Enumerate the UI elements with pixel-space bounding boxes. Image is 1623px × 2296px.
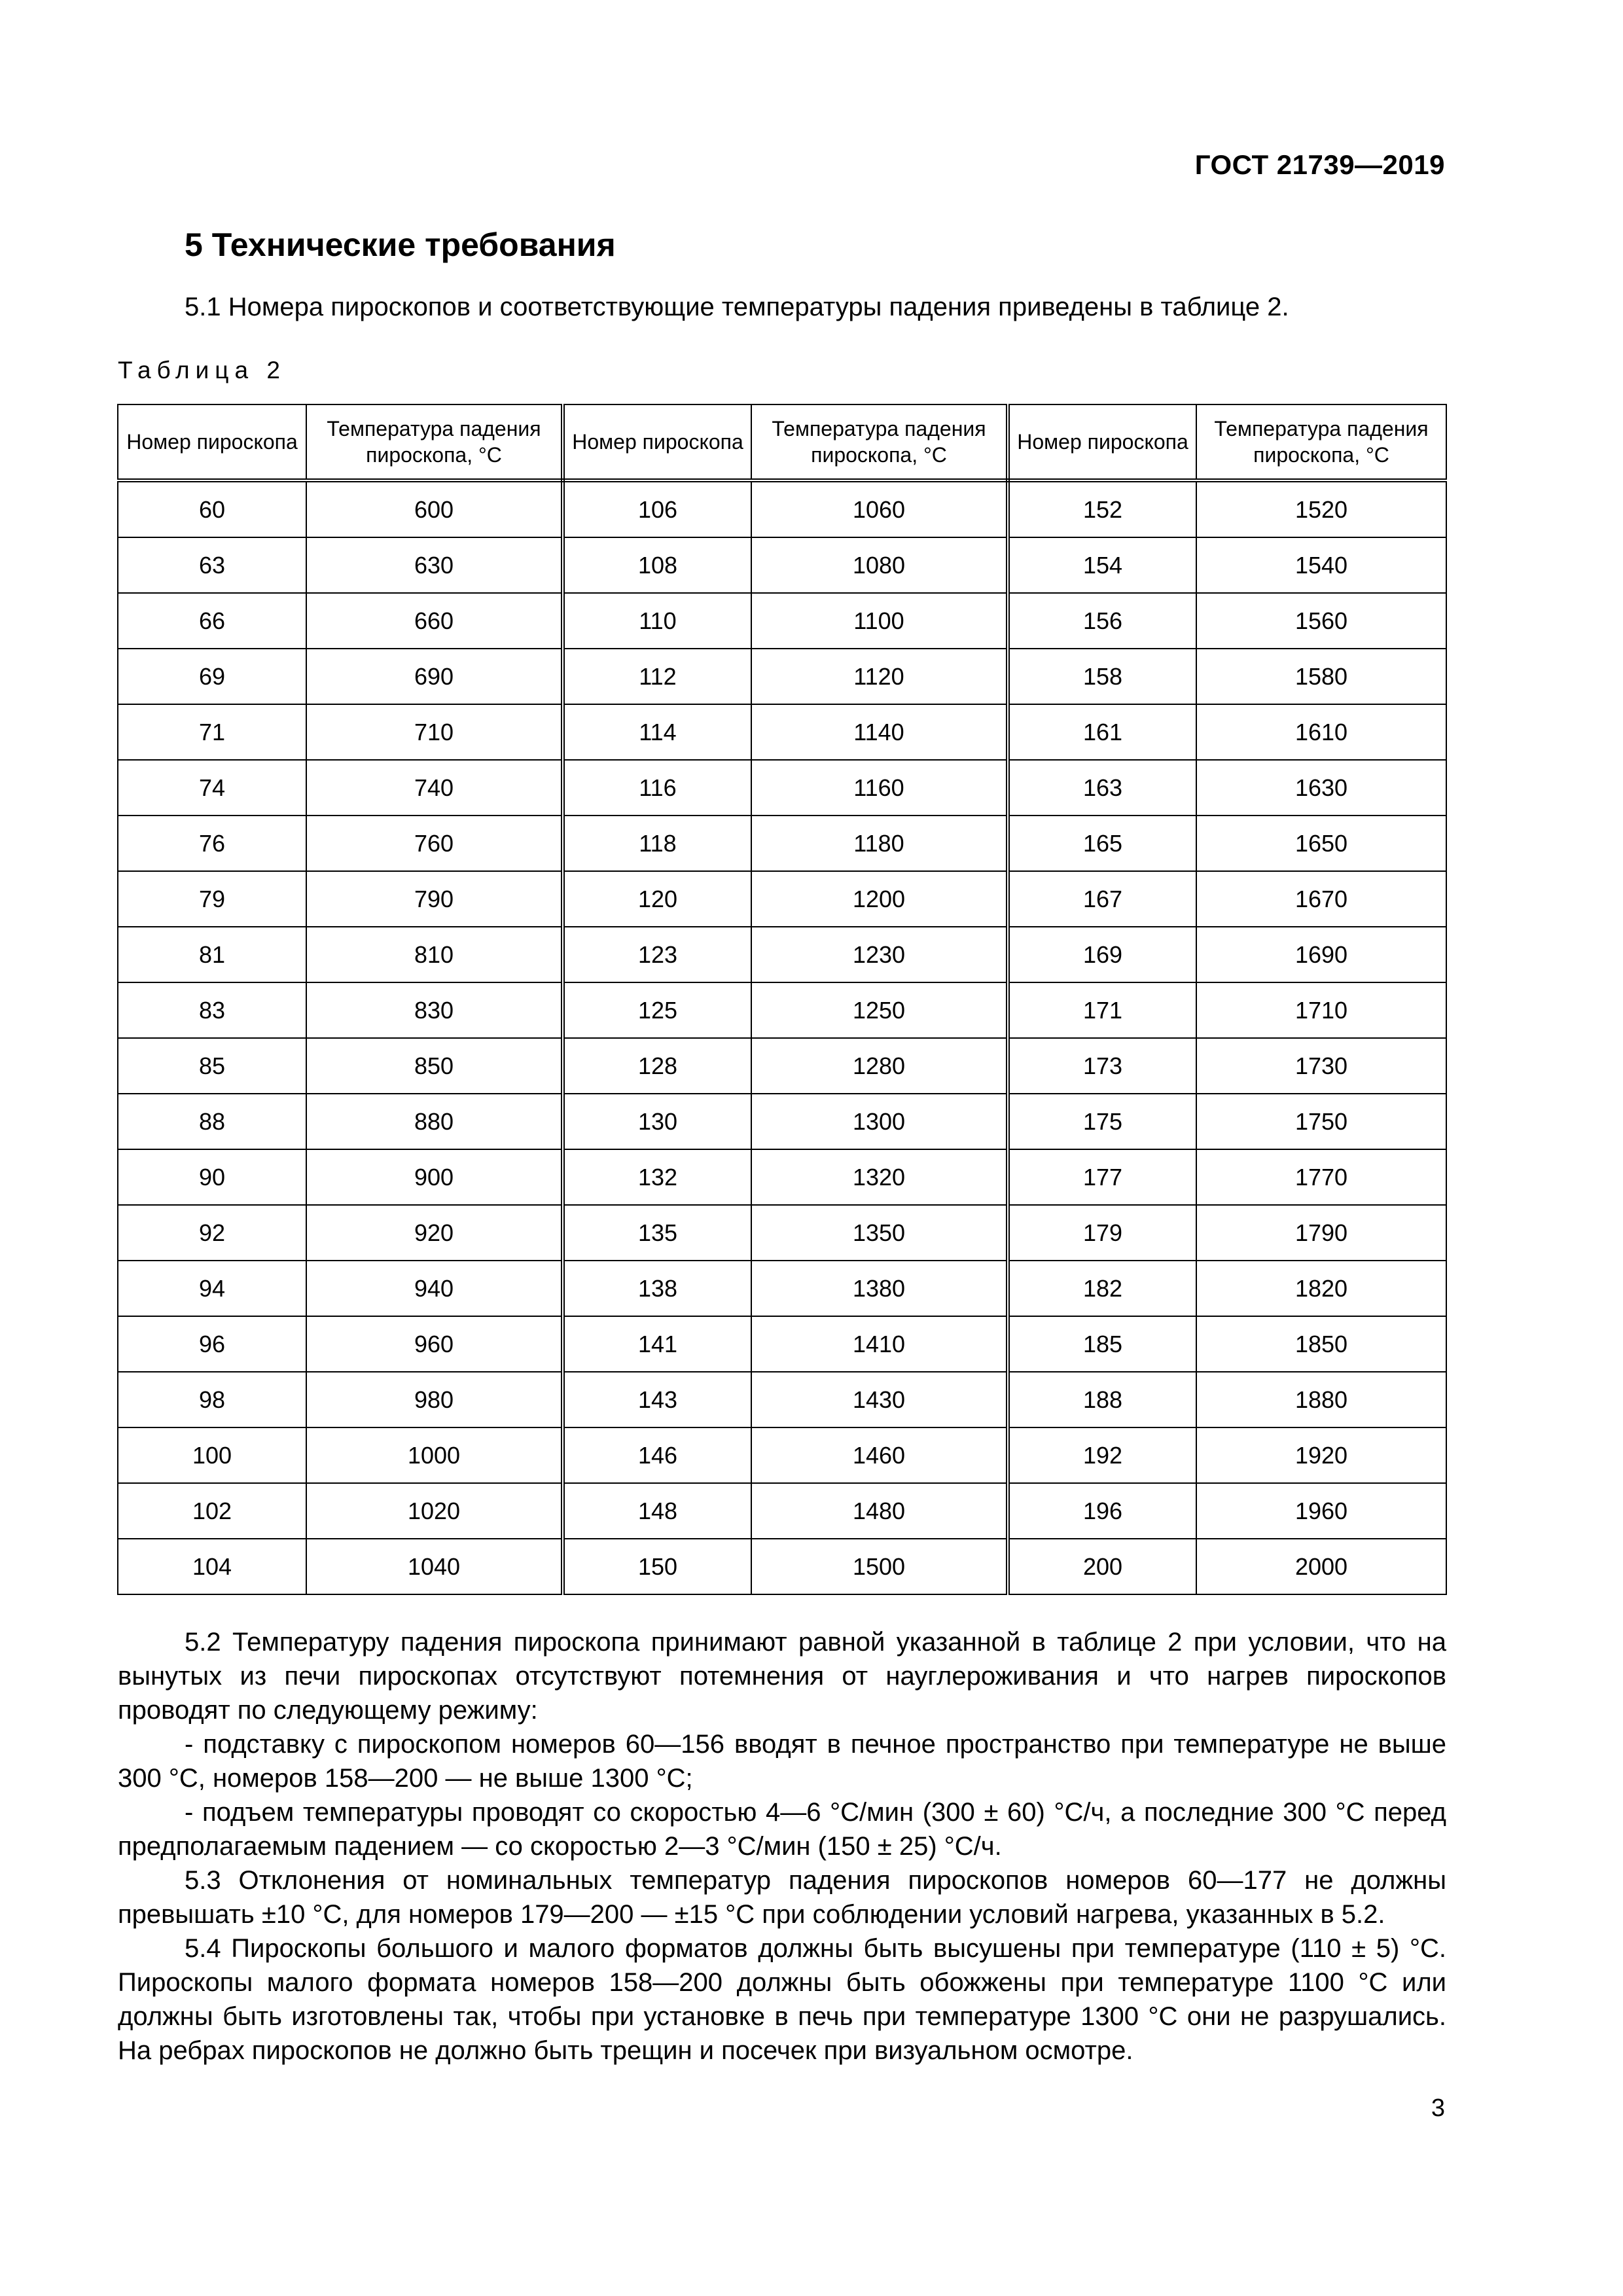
column-header: Номер пироскопа: [1008, 404, 1196, 480]
pyroscope-number-cell: 69: [118, 649, 306, 704]
pyroscope-number-cell: 88: [118, 1094, 306, 1149]
table-body: [118, 480, 1446, 1594]
pyroscope-number-cell: 98: [118, 1372, 306, 1427]
pyroscope-number-cell: 81: [118, 927, 306, 982]
column-header: Температура падения пироскопа, °C: [751, 404, 1008, 480]
table-row: [118, 537, 1446, 593]
fall-temperature-cell: 1300: [751, 1094, 1008, 1149]
pyroscope-number-cell: 158: [1008, 649, 1196, 704]
pyroscope-number-cell: 156: [1008, 593, 1196, 649]
body-text: [118, 1625, 1446, 2068]
pyroscope-number-cell: 96: [118, 1316, 306, 1372]
pyroscope-number-cell: 104: [118, 1539, 306, 1594]
fall-temperature-cell: 1430: [751, 1372, 1008, 1427]
pyroscope-number-cell: 102: [118, 1483, 306, 1539]
column-header: Номер пироскопа: [563, 404, 751, 480]
fall-temperature-cell: 1480: [751, 1483, 1008, 1539]
table-row: [118, 760, 1446, 816]
fall-temperature-cell: 1140: [751, 704, 1008, 760]
document-code: ГОСТ 21739—2019: [1194, 149, 1445, 180]
pyroscope-number-cell: 175: [1008, 1094, 1196, 1149]
paragraph-5-2: 5.2 Температуру падения пироскопа принимают равной указанной в таблице 2 при условии, что на вынутых из печи пироскопах отсутствуют потемнения от науглероживания и что нагрев пироскопов проводят по следующему режиму:: [118, 1628, 1446, 1725]
fall-temperature-cell: 900: [306, 1149, 563, 1205]
fall-temperature-cell: 1120: [751, 649, 1008, 704]
table-row: [118, 1372, 1446, 1427]
pyroscope-number-cell: 106: [563, 480, 751, 537]
table-row: [118, 871, 1446, 927]
paragraph-5-4: 5.4 Пироскопы большого и малого форматов должны быть высушены при температуре (110 ± 5) °C. Пироскопы малого формата номеров 158—200 должны быть обожжены при температуре 1100 °C или должны быть изготовлены так, чтобы при установке в печь при температуре 1300 °C они не разрушались. На ребрах пироскопов не должно быть трещин и посечек при визуальном осмотре.: [118, 1934, 1446, 2065]
pyroscope-number-cell: 196: [1008, 1483, 1196, 1539]
fall-temperature-cell: 1230: [751, 927, 1008, 982]
pyroscope-number-cell: 100: [118, 1427, 306, 1483]
pyroscope-table: [117, 404, 1447, 1595]
fall-temperature-cell: 1670: [1196, 871, 1446, 927]
pyroscope-number-cell: 152: [1008, 480, 1196, 537]
paragraph-5-3: 5.3 Отклонения от номинальных температур падения пироскопов номеров 60—177 не должны превышать ±10 °C, для номеров 179—200 — ±15 °C при соблюдении условий нагрева, указанных в 5.2.: [118, 1866, 1446, 1929]
pyroscope-number-cell: 85: [118, 1038, 306, 1094]
pyroscope-number-cell: 71: [118, 704, 306, 760]
table-row: [118, 1539, 1446, 1594]
fall-temperature-cell: 1500: [751, 1539, 1008, 1594]
fall-temperature-cell: 1770: [1196, 1149, 1446, 1205]
pyroscope-number-cell: 74: [118, 760, 306, 816]
pyroscope-number-cell: 79: [118, 871, 306, 927]
fall-temperature-cell: 1920: [1196, 1427, 1446, 1483]
pyroscope-number-cell: 161: [1008, 704, 1196, 760]
fall-temperature-cell: 690: [306, 649, 563, 704]
fall-temperature-cell: 660: [306, 593, 563, 649]
pyroscope-number-cell: 177: [1008, 1149, 1196, 1205]
pyroscope-number-cell: 116: [563, 760, 751, 816]
fall-temperature-cell: 1850: [1196, 1316, 1446, 1372]
pyroscope-number-cell: 94: [118, 1261, 306, 1316]
fall-temperature-cell: 1520: [1196, 480, 1446, 537]
fall-temperature-cell: 1380: [751, 1261, 1008, 1316]
table-row: [118, 1038, 1446, 1094]
fall-temperature-cell: 920: [306, 1205, 563, 1261]
fall-temperature-cell: 1020: [306, 1483, 563, 1539]
pyroscope-number-cell: 185: [1008, 1316, 1196, 1372]
fall-temperature-cell: 1630: [1196, 760, 1446, 816]
pyroscope-number-cell: 76: [118, 816, 306, 871]
pyroscope-number-cell: 123: [563, 927, 751, 982]
fall-temperature-cell: 740: [306, 760, 563, 816]
pyroscope-number-cell: 179: [1008, 1205, 1196, 1261]
pyroscope-number-cell: 188: [1008, 1372, 1196, 1427]
section-title: 5 Технические требования: [185, 226, 616, 263]
fall-temperature-cell: 1180: [751, 816, 1008, 871]
pyroscope-number-cell: 130: [563, 1094, 751, 1149]
pyroscope-number-cell: 128: [563, 1038, 751, 1094]
fall-temperature-cell: 600: [306, 480, 563, 537]
pyroscope-number-cell: 192: [1008, 1427, 1196, 1483]
fall-temperature-cell: 1060: [751, 480, 1008, 537]
fall-temperature-cell: 1000: [306, 1427, 563, 1483]
fall-temperature-cell: 1790: [1196, 1205, 1446, 1261]
table-row: [118, 816, 1446, 871]
fall-temperature-cell: 630: [306, 537, 563, 593]
table-row: [118, 1205, 1446, 1261]
fall-temperature-cell: 1960: [1196, 1483, 1446, 1539]
pyroscope-number-cell: 182: [1008, 1261, 1196, 1316]
fall-temperature-cell: 1710: [1196, 982, 1446, 1038]
table-row: [118, 982, 1446, 1038]
fall-temperature-cell: 1320: [751, 1149, 1008, 1205]
pyroscope-number-cell: 141: [563, 1316, 751, 1372]
table-row: [118, 480, 1446, 537]
fall-temperature-cell: 1610: [1196, 704, 1446, 760]
pyroscope-number-cell: 171: [1008, 982, 1196, 1038]
pyroscope-number-cell: 90: [118, 1149, 306, 1205]
pyroscope-number-cell: 63: [118, 537, 306, 593]
fall-temperature-cell: 1820: [1196, 1261, 1446, 1316]
pyroscope-number-cell: 165: [1008, 816, 1196, 871]
fall-temperature-cell: 1540: [1196, 537, 1446, 593]
pyroscope-number-cell: 108: [563, 537, 751, 593]
fall-temperature-cell: 2000: [1196, 1539, 1446, 1594]
pyroscope-number-cell: 92: [118, 1205, 306, 1261]
fall-temperature-cell: 1650: [1196, 816, 1446, 871]
pyroscope-number-cell: 150: [563, 1539, 751, 1594]
fall-temperature-cell: 1040: [306, 1539, 563, 1594]
fall-temperature-cell: 1730: [1196, 1038, 1446, 1094]
column-header: Номер пироскопа: [118, 404, 306, 480]
pyroscope-number-cell: 148: [563, 1483, 751, 1539]
fall-temperature-cell: 1350: [751, 1205, 1008, 1261]
fall-temperature-cell: 1690: [1196, 927, 1446, 982]
fall-temperature-cell: 1100: [751, 593, 1008, 649]
pyroscope-number-cell: 146: [563, 1427, 751, 1483]
pyroscope-number-cell: 169: [1008, 927, 1196, 982]
pyroscope-number-cell: 132: [563, 1149, 751, 1205]
table-header-row: [118, 404, 1446, 480]
page-number: 3: [1431, 2094, 1445, 2122]
table-row: [118, 1483, 1446, 1539]
fall-temperature-cell: 1460: [751, 1427, 1008, 1483]
fall-temperature-cell: 760: [306, 816, 563, 871]
table-row: [118, 1149, 1446, 1205]
fall-temperature-cell: 710: [306, 704, 563, 760]
pyroscope-number-cell: 173: [1008, 1038, 1196, 1094]
pyroscope-number-cell: 135: [563, 1205, 751, 1261]
fall-temperature-cell: 810: [306, 927, 563, 982]
column-header: Температура падения пироскопа, °C: [306, 404, 563, 480]
fall-temperature-cell: 1750: [1196, 1094, 1446, 1149]
pyroscope-number-cell: 118: [563, 816, 751, 871]
pyroscope-number-cell: 125: [563, 982, 751, 1038]
table-row: [118, 1094, 1446, 1149]
table-row: [118, 1261, 1446, 1316]
column-header: Температура падения пироскопа, °C: [1196, 404, 1446, 480]
pyroscope-number-cell: 83: [118, 982, 306, 1038]
pyroscope-number-cell: 163: [1008, 760, 1196, 816]
intro-paragraph: 5.1 Номера пироскопов и соответствующие температуры падения приведены в таблице 2.: [185, 293, 1289, 321]
pyroscope-number-cell: 110: [563, 593, 751, 649]
fall-temperature-cell: 1580: [1196, 649, 1446, 704]
fall-temperature-cell: 980: [306, 1372, 563, 1427]
fall-temperature-cell: 1160: [751, 760, 1008, 816]
fall-temperature-cell: 1280: [751, 1038, 1008, 1094]
table-row: [118, 649, 1446, 704]
table-row: [118, 1316, 1446, 1372]
fall-temperature-cell: 1880: [1196, 1372, 1446, 1427]
pyroscope-number-cell: 167: [1008, 871, 1196, 927]
pyroscope-number-cell: 200: [1008, 1539, 1196, 1594]
fall-temperature-cell: 940: [306, 1261, 563, 1316]
pyroscope-table-container: [117, 404, 1446, 1595]
fall-temperature-cell: 960: [306, 1316, 563, 1372]
paragraph-list-item-1: - подставку с пироскопом номеров 60—156 вводят в печное пространство при температуре не выше 300 °C, номеров 158—200 — не выше 1300 °C;: [118, 1730, 1446, 1793]
table-row: [118, 1427, 1446, 1483]
pyroscope-number-cell: 143: [563, 1372, 751, 1427]
fall-temperature-cell: 880: [306, 1094, 563, 1149]
paragraph-list-item-2: - подъем температуры проводят со скоростью 4—6 °C/мин (300 ± 60) °C/ч, а последние 300 °C перед предполагаемым падением — со скоростью 2—3 °C/мин (150 ± 25) °C/ч.: [118, 1798, 1446, 1861]
fall-temperature-cell: 1410: [751, 1316, 1008, 1372]
pyroscope-number-cell: 112: [563, 649, 751, 704]
pyroscope-number-cell: 120: [563, 871, 751, 927]
fall-temperature-cell: 850: [306, 1038, 563, 1094]
table-row: [118, 593, 1446, 649]
pyroscope-number-cell: 114: [563, 704, 751, 760]
fall-temperature-cell: 830: [306, 982, 563, 1038]
fall-temperature-cell: 1250: [751, 982, 1008, 1038]
table-row: [118, 704, 1446, 760]
table-caption: Таблица 2: [118, 357, 286, 384]
table-row: [118, 927, 1446, 982]
fall-temperature-cell: 1560: [1196, 593, 1446, 649]
pyroscope-number-cell: 154: [1008, 537, 1196, 593]
fall-temperature-cell: 1080: [751, 537, 1008, 593]
pyroscope-number-cell: 60: [118, 480, 306, 537]
fall-temperature-cell: 1200: [751, 871, 1008, 927]
pyroscope-number-cell: 138: [563, 1261, 751, 1316]
fall-temperature-cell: 790: [306, 871, 563, 927]
pyroscope-number-cell: 66: [118, 593, 306, 649]
